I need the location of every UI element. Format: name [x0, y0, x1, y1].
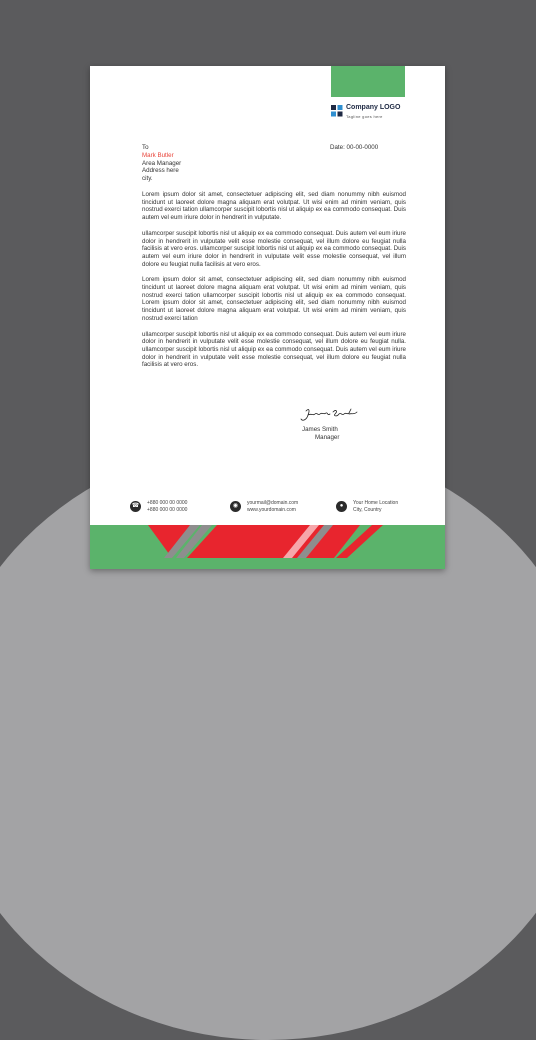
- phone-line-2: +880 000 00 0000: [147, 507, 188, 513]
- recipient-name: Mark Butler: [142, 151, 174, 159]
- logo-company-name: Company LOGO: [346, 104, 401, 111]
- globe-icon: ◉: [230, 501, 241, 512]
- letterhead-page: [90, 66, 445, 569]
- footer-band: [90, 525, 445, 569]
- recipient-block: [142, 144, 181, 183]
- body-paragraph: ullamcorper suscipit lobortis nisl ut aliquip ex ea commodo consequat. Duis autem vel eum iriure dolor in hendrerit in vulputate velit esse molestie consequat, vel illum dolore eu feugiat nulla facilisis at vero eros. ullamcorper suscipit lobortis nisl ut aliquip ex ea commodo consequat. Duis autem vel eum iriure dolor in hendrerit in vulputate velit esse molestie consequat, vel illum dolore eu feugiat nulla facilisis at vero eros.: [142, 229, 406, 268]
- signer-name: James Smith: [302, 426, 338, 433]
- email-text: yourmail@domain.com: [247, 500, 299, 506]
- body-paragraph: Lorem ipsum dolor sit amet, consectetuer adipiscing elit, sed diam nonummy nibh euismod tincidunt ut laoreet dolore magna aliquam erat volutpat. Ut wisi enim ad minim veniam, quis nostrud exerci tation ullamcorper suscipit lobortis nisl ut aliquip ex ea commodo consequat. Duis autem vel eum iriure dolor in hendrerit in vulputate.: [142, 191, 406, 222]
- location-pin-icon: ●: [336, 501, 347, 512]
- phone-line-1: +880 000 00 0000: [147, 500, 188, 506]
- handwritten-signature: [300, 407, 360, 425]
- header-green-tab: [331, 66, 405, 97]
- company-logo: [331, 104, 421, 124]
- location-line-2: City, Country: [353, 507, 382, 513]
- logo-mark-icon: [331, 105, 343, 117]
- location-line-1: Your Home Location: [353, 500, 399, 506]
- website-text: www.yourdomain.com: [247, 507, 296, 513]
- contact-location: [336, 499, 416, 517]
- body-paragraph: ullamcorper suscipit lobortis nisl ut aliquip ex ea commodo consequat. Duis autem vel eum iriure dolor in hendrerit in vulputate velit esse molestie consequat, vel illum dolore eu feugiat nulla. ullamcorper suscipit lobortis nisl ut aliquip ex ea commodo consequat. Duis autem vel eum iriure dolor in hendrerit in vulputate velit esse molestie consequat, vel illum dolore eu feugiat nulla facilisis at vero eros.: [142, 330, 406, 369]
- recipient-city: city.: [142, 175, 153, 183]
- logo-tagline: Tagline goes here: [346, 114, 383, 119]
- letter-body: [142, 191, 406, 377]
- signer-title: Manager: [315, 434, 340, 441]
- letter-date: Date: 00-00-0000: [330, 144, 379, 151]
- recipient-address: Address here: [142, 167, 179, 175]
- recipient-title: Area Manager: [142, 159, 182, 167]
- phone-icon: ☎: [130, 501, 141, 512]
- contact-web: [230, 499, 320, 517]
- body-paragraph: Lorem ipsum dolor sit amet, consectetuer adipiscing elit, sed diam nonummy nibh euismod tincidunt ut laoreet dolore magna aliquam erat volutpat. Ut wisi enim ad minim veniam, quis nostrud exerci tation ullamcorper suscipit lobortis nisl ut aliquip ex ea commodo consequat. Lorem ipsum dolor sit amet, consectetuer adipiscing elit, sed diam nonummy nibh euismod tincidunt ut laoreet dolore magna aliquam erat volutpat. Ut wisi enim ad minim veniam, quis nostrud exerci tation: [142, 276, 406, 322]
- recipient-to: To: [142, 144, 149, 151]
- contact-phone: [130, 499, 210, 517]
